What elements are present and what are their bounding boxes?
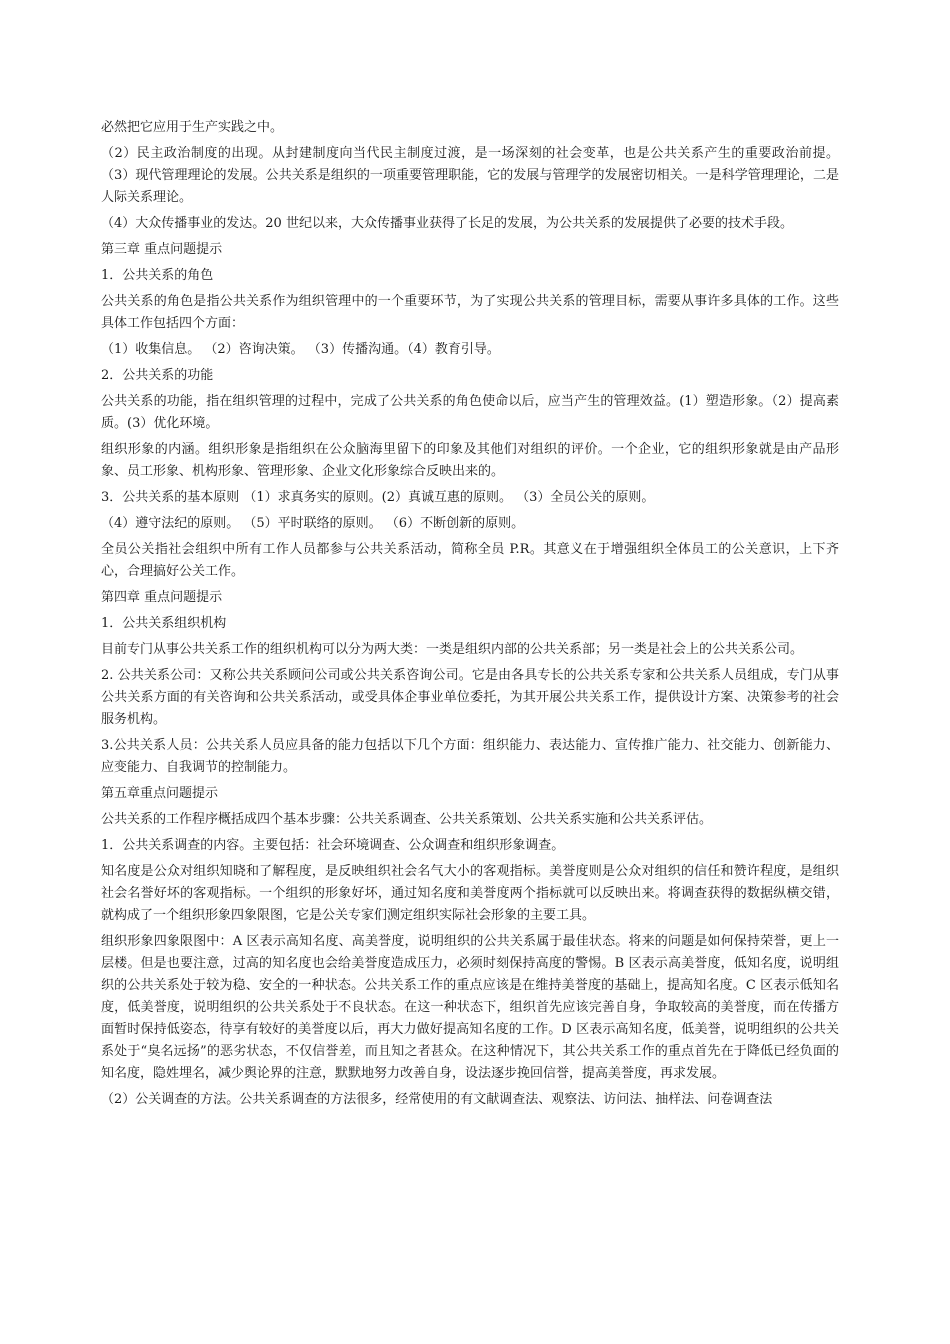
paragraph-principles-1: 3．公共关系的基本原则 （1）求真务实的原则。(2）真诚互惠的原则。 （3）全员公关的原则。 xyxy=(101,490,655,505)
paragraph-all-staff-pr: 全员公关指社会组织中所有工作人员都参与公共关系活动，简称全员 P.R。其意义在于增强组织全体员工的公关意识，上下齐心，合理搞好公关工作。 xyxy=(101,542,839,579)
paragraph-role-list: （1）收集信息。 （2）咨询决策。 （3）传播沟通。（4）教育引导。 xyxy=(101,342,500,357)
paragraph-work-procedure: 公共关系的工作程序概括成四个基本步骤：公共关系调查、公共关系策划、公共关系实施和公共关系评估。 xyxy=(101,812,713,827)
paragraph-pr-company: 2. 公共关系公司：又称公共关系顾问公司或公共关系咨询公司。它是由各具专长的公共关系专家和公共关系人员组成，专门从事公共关系方面的有关咨询和公共关系活动，或受具体企事业单位委托，为其开展公共关系工作，提供设计方案、决策参考的社会服务机构。 xyxy=(101,668,839,727)
paragraph-pr-role: 公共关系的角色是指公共关系作为组织管理中的一个重要环节，为了实现公共关系的管理目标，需要从事许多具体的工作。这些具体工作包括四个方面： xyxy=(101,294,839,331)
paragraph-mass-media: （4）大众传播事业的发达。20 世纪以来，大众传播事业获得了长足的发展，为公共关系的发展提供了必要的技术手段。 xyxy=(101,216,793,231)
chapter-5-heading: 第五章重点问题提示 xyxy=(101,786,219,801)
paragraph-org-image: 组织形象的内涵。组织形象是指组织在公众脑海里留下的印象及其他们对组织的评价。一个企业，它的组织形象就是由产品形象、员工形象、机构形象、管理形象、企业文化形象综合反映出来的。 xyxy=(101,442,839,479)
paragraph-pr-function: 公共关系的功能，指在组织管理的过程中，完成了公共关系的角色使命以后，应当产生的管理效益。(1）塑造形象。（2）提高素质。(3）优化环境。 xyxy=(101,394,839,431)
section-pr-role-heading: 1．公共关系的角色 xyxy=(101,268,214,283)
paragraph-survey-content: 1．公共关系调查的内容。主要包括：社会环境调查、公众调查和组织形象调查。 xyxy=(101,838,565,853)
section-pr-function-heading: 2．公共关系的功能 xyxy=(101,368,214,383)
paragraph-intro-continuation: 必然把它应用于生产实践之中。 xyxy=(101,120,284,135)
paragraph-awareness-reputation: 知名度是公众对组织知晓和了解程度，是反映组织社会名气大小的客观指标。美誉度则是公众对组织的信任和赞许程度，是组织社会名誉好坏的客观指标。一个组织的形象好坏，通过知名度和美誉度两个指标就可以反映出来。将调查获得的数据纵横交错，就构成了一个组织形象四象限图，它是公关专家们测定组织实际社会形象的主要工具。 xyxy=(101,864,839,923)
chapter-3-heading: 第三章 重点问题提示 xyxy=(101,242,223,257)
paragraph-democracy-management: （2）民主政治制度的出现。从封建制度向当代民主制度过渡，是一场深刻的社会变革，也是公共关系产生的重要政治前提。 （3）现代管理理论的发展。公共关系是组织的一项重要管理职能，它的发展与管理学的发展密切相关。一是科学管理理论，二是人际关系理论。 xyxy=(101,146,839,205)
document-page xyxy=(101,117,839,1115)
paragraph-principles-2: （4）遵守法纪的原则。 （5）平时联络的原则。 （6）不断创新的原则。 xyxy=(101,516,525,531)
paragraph-pr-staff: 3.公共关系人员：公共关系人员应具备的能力包括以下几个方面：组织能力、表达能力、宣传推广能力、社交能力、创新能力、应变能力、自我调节的控制能力。 xyxy=(101,738,839,775)
chapter-4-heading: 第四章 重点问题提示 xyxy=(101,590,223,605)
paragraph-four-quadrant: 组织形象四象限图中：A 区表示高知名度、高美誉度，说明组织的公共关系属于最佳状态。将来的问题是如何保持荣誉，更上一层楼。但是也要注意，过高的知名度也会给美誉度造成压力，必须时刻保持高度的警惕。B 区表示高美誉度，低知名度，说明组织的公共关系处于较为稳、安全的一种状态。公共关系工作的重点应该是在维持美誉度的基础上，提高知名度。C 区表示低知名度，低美誉度，说明组织的公共关系处于不良状态。在这一种状态下，组织首先应该完善自身，争取较高的美誉度，而在传播方面暂时保持低姿态，待享有较好的美誉度以后，再大力做好提高知名度的工作。D 区表示高知名度，低美誉，说明组织的公共关系处于“臭名远扬”的恶劣状态，不仅信誉差，而且知之者甚众。在这种情况下，其公共关系工作的重点首先在于降低已经负面的知名度，隐姓埋名，减少舆论界的注意，默默地努力改善自身，设法逐步挽回信誉，提高美誉度，再求发展。 xyxy=(101,934,839,1081)
paragraph-survey-methods: （2）公关调查的方法。公共关系调查的方法很多，经常使用的有文献调查法、观察法、访问法、抽样法、问卷调查法 xyxy=(101,1092,773,1107)
paragraph-pr-org: 目前专门从事公共关系工作的组织机构可以分为两大类：一类是组织内部的公共关系部；另一类是社会上的公共关系公司。 xyxy=(101,642,804,657)
section-pr-org-heading: 1．公共关系组织机构 xyxy=(101,616,227,631)
